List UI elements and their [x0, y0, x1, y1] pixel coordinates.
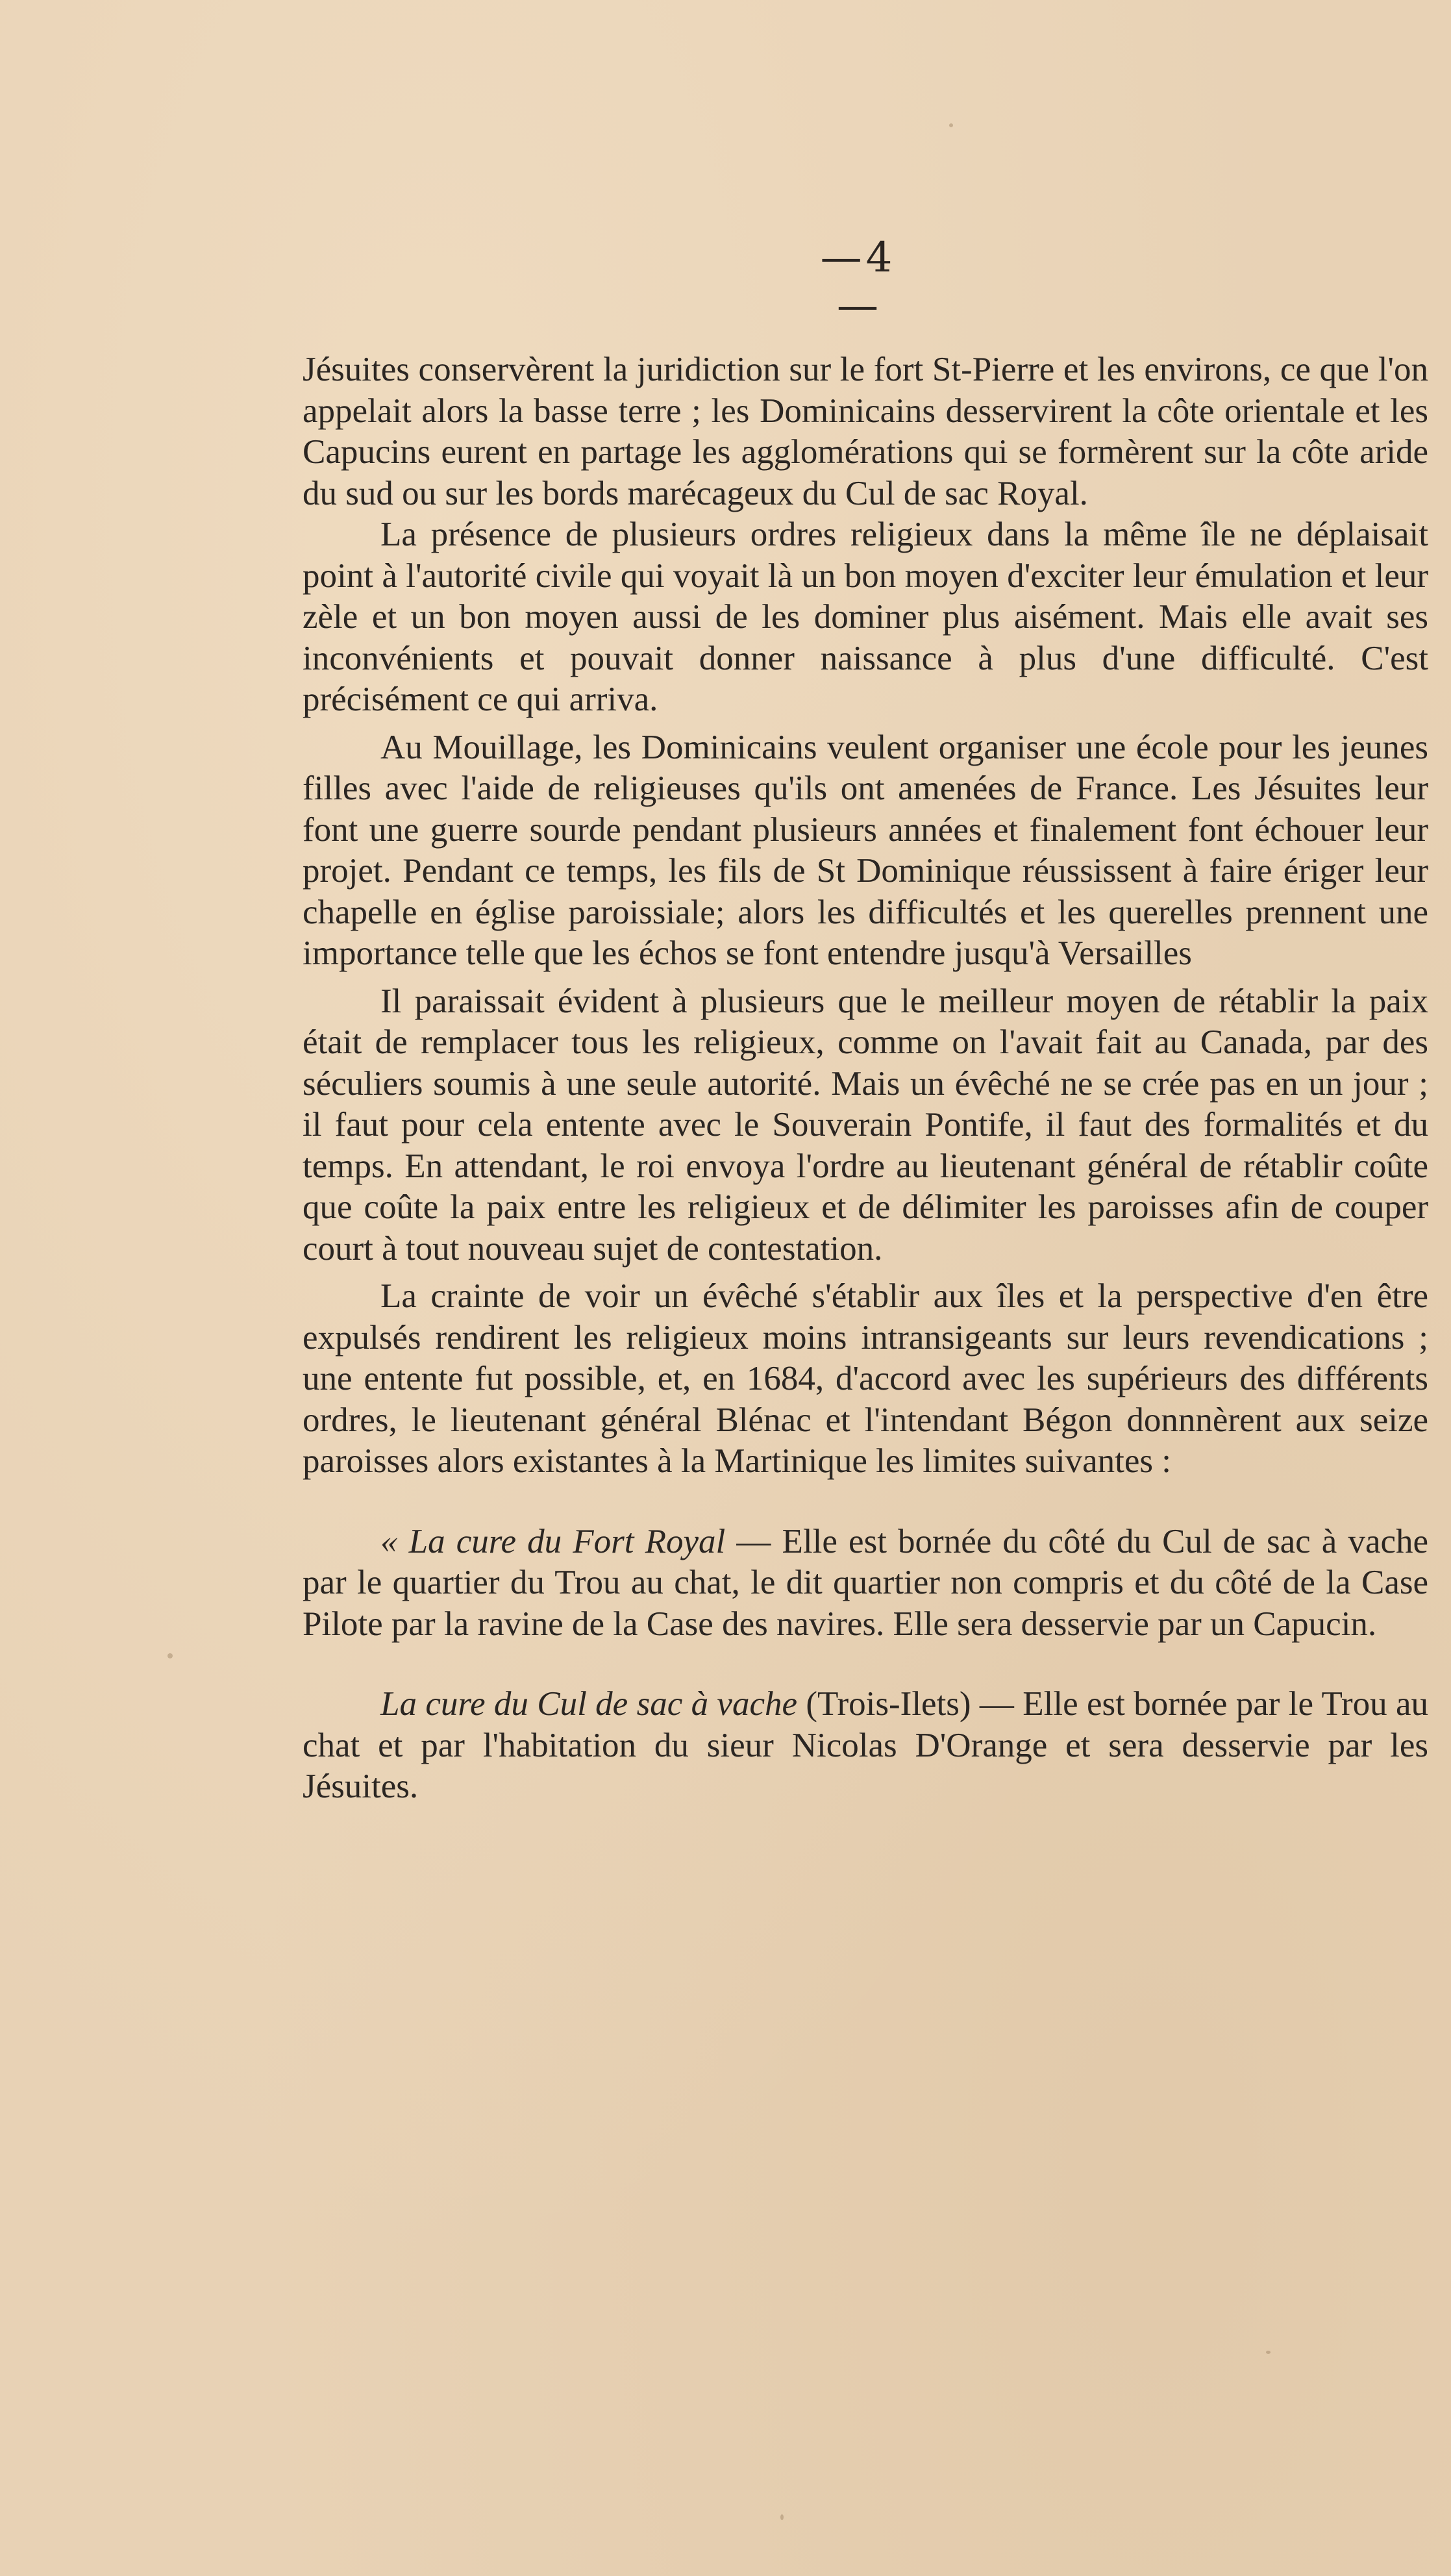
paragraph-cure-cul-de-sac — [303, 1684, 1428, 1808]
paragraph-jesuites: Jésuites conservèrent la juridiction sur le fort St-Pierre et les environs, ce que l'on appelait alors la basse terre ; les Dominicains desservirent la côte orientale et les Capucins eurent en partage les agglomérations qui se formèrent sur la côte aride du sud ou sur les bords marécageux du Cul de sac Royal. — [303, 351, 1428, 512]
text-body — [303, 349, 1428, 1808]
paragraph-crainte: La crainte de voir un évêché s'établir aux îles et la perspective d'en être expulsés rendirent les religieux moins intransigeants sur leurs revendications ; une entente fut possible, et, en 1684, d'accord avec les supérieurs des différents ordres, le lieutenant général Blénac et l'intendant Bégon donnnèrent aux seize paroisses alors existantes à la Martinique les limites suivantes : — [303, 1277, 1428, 1480]
paragraph-mouillage: Au Mouillage, les Dominicains veulent organiser une école pour les jeunes filles avec l'aide de religieuses qu'ils ont amenées de France. Les Jésuites leur font une guerre sourde pendant plusieurs années et finalement font échouer leur projet. Pendant ce temps, les fils de St Dominique réussissent à faire ériger leur chapelle en église paroissiale; alors les difficultés et les querelles prennent une importance telle que les échos se font entendre jusqu'à Versailles — [303, 728, 1428, 972]
paragraph-presence-ordres: La présence de plusieurs ordres religieux dans la même île ne déplaisait point à l'autorité civile qui voyait là un bon moyen d'exciter leur émulation et leur zèle et un bon moyen aussi de les dominer plus aisément. Mais elle avait ses inconvénients et pouvait donner naissance à plus d'une difficulté. C'est précisément ce qui arriva. — [303, 516, 1428, 718]
paper-speck — [167, 1653, 173, 1658]
paper-speck — [780, 2514, 784, 2520]
cure-cul-de-sac-text: (Trois-Ilets) — Elle est bornée par le Trou au chat et par l'habitation du sieur Nicolas D'Orange et sera desservie par les Jésuites. — [303, 1685, 1428, 1805]
page-number: — 4 — — [818, 234, 896, 330]
paper-speck — [1266, 2351, 1271, 2354]
cure-cul-de-sac-title: La cure du Cul de sac à vache — [380, 1685, 797, 1723]
cure-fort-royal-text: — Elle est bornée du côté du Cul de sac à vache par le quartier du Trou au chat, le dit quartier non compris et du côté de la Case Pilote par la ravine de la Case des navires. Elle sera desservie par un Capucin. — [303, 1522, 1429, 1643]
paragraph-cure-fort-royal — [303, 1521, 1428, 1645]
paragraph-eveche: Il paraissait évident à plusieurs que le meilleur moyen de rétablir la paix était de remplacer tous les religieux, comme on l'avait fait au Canada, par des séculiers soumis à une seule autorité. Mais un évêché ne se crée pas en un jour ; il faut pour cela entente avec le Souverain Pontife, il faut des formalités et du temps. En attendant, le roi envoya l'ordre au lieutenant général de rétablir coûte que coûte la paix entre les religieux et de délimiter les paroisses afin de couper court à tout nouveau sujet de contestation. — [303, 982, 1428, 1268]
quote-open: « — [380, 1522, 409, 1560]
paper-speck — [949, 123, 953, 127]
cure-fort-royal-title: La cure du Fort Royal — [408, 1522, 726, 1560]
